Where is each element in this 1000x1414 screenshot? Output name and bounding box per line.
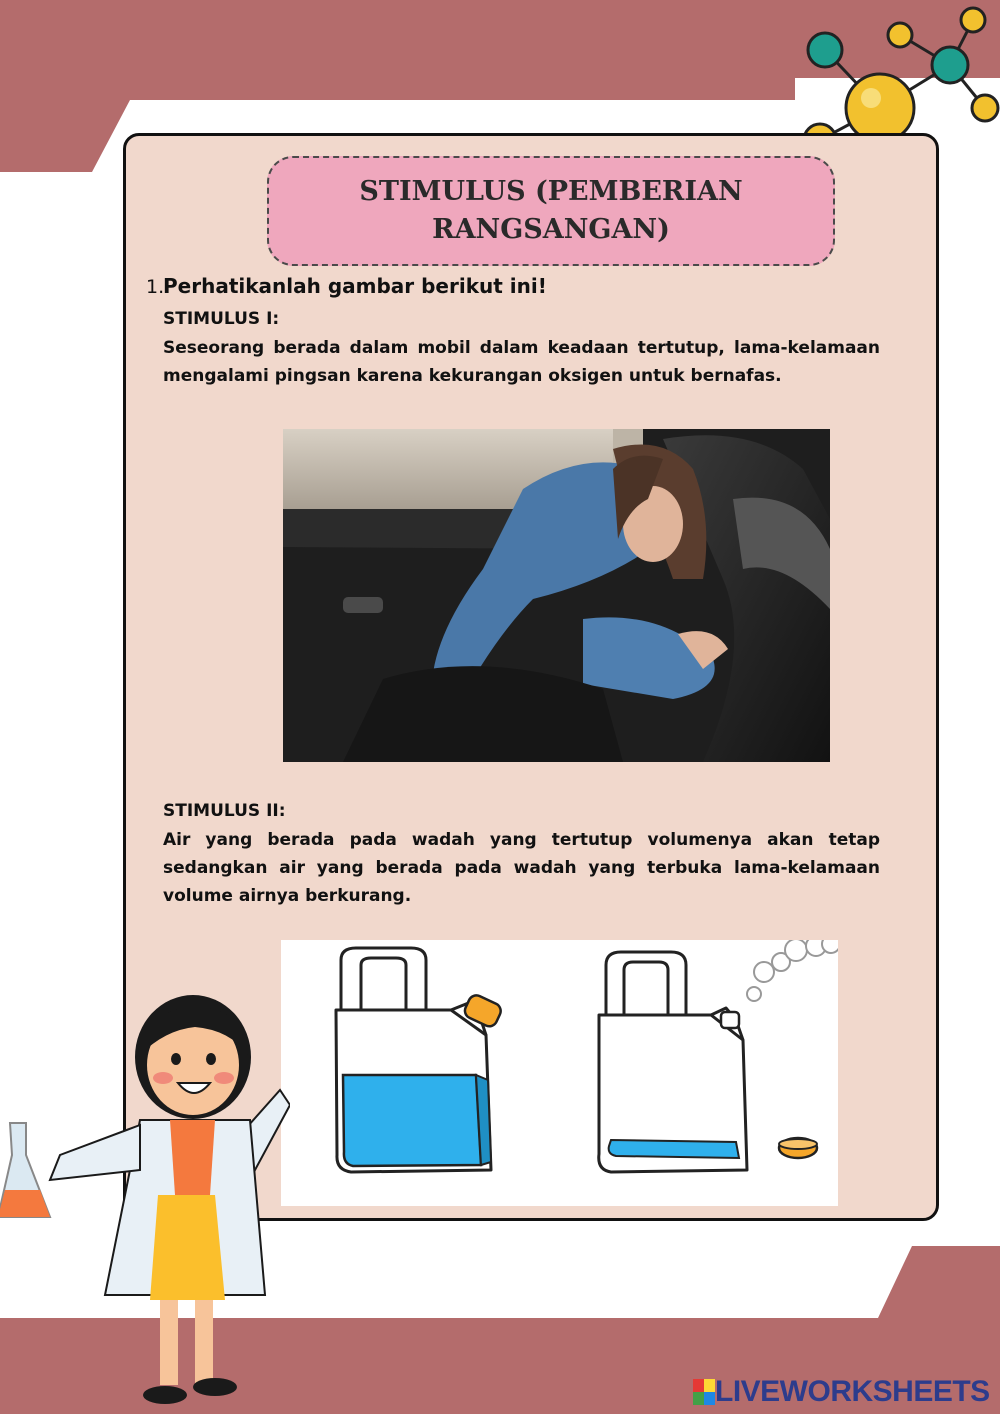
brand-name: LIVEWORKSHEETS <box>715 1375 990 1408</box>
scientist-girl-icon <box>0 995 290 1414</box>
page-title: STIMULUS (PEMBERIAN RANGSANGAN) <box>359 176 743 245</box>
stimulus-1-label: STIMULUS I: <box>163 309 280 329</box>
woman-unconscious-in-car-photo-icon <box>283 429 830 762</box>
stimulus-2-label: STIMULUS II: <box>163 801 286 821</box>
title-banner <box>267 156 835 266</box>
live-logo-icon <box>693 1379 715 1405</box>
stimulus-1-photo <box>283 429 830 762</box>
liveworksheets-logo <box>693 1374 990 1410</box>
closed-and-open-jerrycan-illustration-icon <box>281 940 838 1206</box>
stimulus-2-illustration <box>281 940 838 1206</box>
question-instruction: Perhatikanlah gambar berikut ini! <box>163 274 547 298</box>
stimulus-2-text: Air yang berada pada wadah yang tertutup volumenya akan tetap sedangkan air yang berada pada wadah yang terbuka lama-kelamaan volume airnya berkurang. <box>163 830 880 906</box>
stimulus-1-text: Seseorang berada dalam mobil dalam keadaan tertutup, lama-kelamaan mengalami pingsan karena kekurangan oksigen untuk bernafas. <box>163 338 880 386</box>
question-number: 1. <box>146 276 165 298</box>
